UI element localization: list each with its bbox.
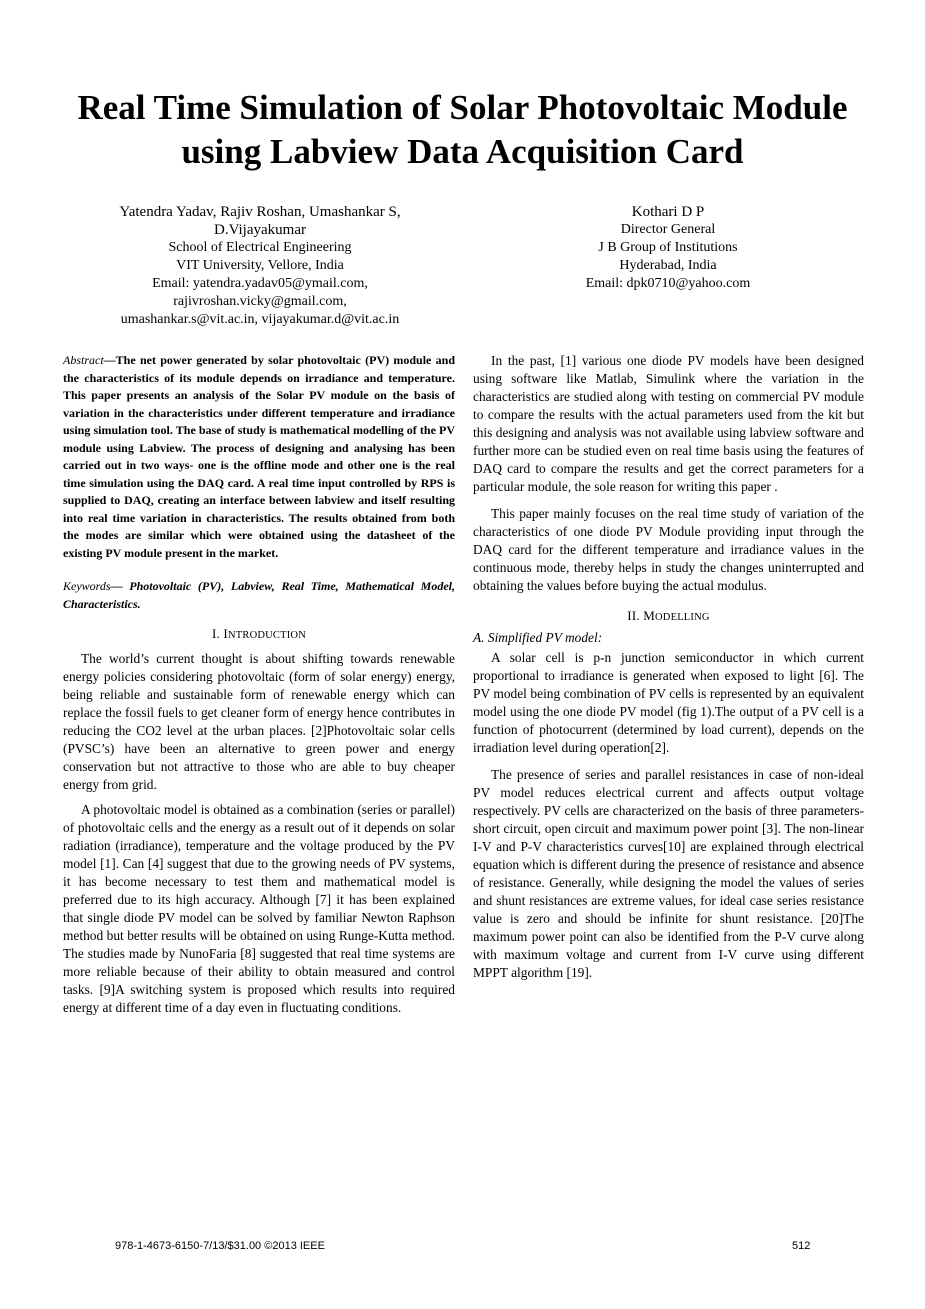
section-numeral: I. I bbox=[212, 626, 228, 641]
author-location: Hyderabad, India bbox=[619, 258, 717, 273]
author-organization: VIT University, Vellore, India bbox=[176, 258, 344, 273]
subsection-heading: A. Simplified PV model: bbox=[473, 630, 603, 645]
author-role: Director General bbox=[620, 222, 716, 237]
paper-title bbox=[30, 86, 895, 174]
author-organization: J B Group of Institutions bbox=[598, 240, 738, 255]
left-column bbox=[63, 352, 455, 1017]
section-title: NTRODUCTION bbox=[227, 630, 306, 641]
modelling-paragraph-2: The presence of series and parallel resistances in case of non-ideal PV model reduces electrical current and affects output voltage respectively. PV cells are characterized on the basis of three parameters-short circuit, open circuit and maximum power point [3]. The non-linear I-V and P-V characteristics curves[10] are explained through electrical equation which is different during the presence of resistance and absence of resistance. Generally, while designing the model the values of series and shunt resistances are extreme values, for ideal case series resistance value is zero and should be infinite for shunt resistance. [20]The maximum power point can also be identified from the P-V curve along with maximum voltage and current from I-V curve using different MPPT algorithm [19]. bbox=[473, 767, 864, 980]
page-number: 512 bbox=[792, 1240, 811, 1252]
right-column bbox=[473, 352, 864, 982]
author-email-1: Email: yatendra.yadav05@ymail.com, bbox=[152, 276, 368, 291]
author-name: Kothari D P bbox=[631, 204, 705, 220]
section-heading-modelling bbox=[473, 607, 864, 627]
author-names-line-1: Yatendra Yadav, Rajiv Roshan, Umashankar S, bbox=[119, 204, 401, 220]
footer-isbn: 978-1-4673-6150-7/13/$31.00 ©2013 IEEE bbox=[115, 1240, 325, 1252]
keywords bbox=[63, 578, 455, 613]
title-line-1: Real Time Simulation of Solar Photovoltaic Module bbox=[77, 88, 848, 127]
title-line-2: using Labview Data Acquisition Card bbox=[181, 132, 744, 171]
section-numeral: II. M bbox=[627, 608, 656, 623]
body-paragraph-focus: This paper mainly focuses on the real time study of variation of the characteristics of one diode PV Module providing input through the DAQ card for the different temperature and irradiance values in the continuous mode, thereby helps in study the changes uninterrupted and obtaining the values before buying the actual modulus. bbox=[473, 506, 864, 593]
keywords-text: — Photovoltaic (PV), Labview, Real Time, Mathematical Model, Characteristics. bbox=[63, 579, 455, 611]
author-email: Email: dpk0710@yahoo.com bbox=[585, 276, 751, 291]
author-department: School of Electrical Engineering bbox=[168, 240, 352, 255]
author-block-left bbox=[60, 203, 460, 329]
intro-paragraph-1: The world’s current thought is about shifting towards renewable energy policies considering photovoltaic (form of solar energy) energy, being reliable and sustainable form of renewable energy which can replace the fossil fuels to get cleaner form of energy hence contributes in reducing the CO2 level at the urban places. [2]Photovoltaic solar cells (PVSC’s) have been an alternative to green power and energy conservation but not attractive to those who are able to buy cheaper energy from grid. bbox=[63, 651, 455, 792]
intro-paragraph-2: A photovoltaic model is obtained as a combination (series or parallel) of photovoltaic cells and the energy as a result out of it depends on solar radiation (irradiance), temperature and the voltage produced by the PV model [1]. Can [4] suggest that due to the growing needs of PV systems, it has become necessary to test them and mathematical model is preferred due to its high accuracy. Although [7] it has been explained that single diode PV model can be solved by familiar Newton Raphson method but better results will be obtained on using Runge-Kutta method. The studies made by NunoFaria [8] suggested that real time systems are more reliable because of their ability to obtain measured and control tasks. [9]A switching system is proposed which results into required energy at different time of a day even in fluctuating conditions. bbox=[63, 802, 455, 1015]
abstract-text: —The net power generated by solar photovoltaic (PV) module and the characteristics of its module depends on irradiance and temperature. This paper presents an analysis of the Solar PV module on the basis of variation in the characteristics under different temperature and irradiance using simulation tool. The base of study is mathematical modelling of the PV module using Labview. The process of designing and analysing has been carried out in two ways- one is the offline mode and other one is the real time simulation using the DAQ card. A real time input controlled by RPS is supplied to DAQ, creating an interface between labview and itself resulting into real time variation in characteristics. The results obtained from both the modes are similar which were obtained using the datasheet of the existing PV module present in the market. bbox=[63, 353, 455, 560]
author-names-line-2: D.Vijayakumar bbox=[214, 222, 306, 238]
abstract bbox=[63, 352, 455, 562]
modelling-paragraph-1: A solar cell is p-n junction semiconductor in which current proportional to irradiance is generated when exposed to light [6]. The PV model being combination of PV cells is represented by an equivalent model using the one diode PV model (fig 1).The output of a PV cell is a function of photocurrent (determined by load current), depends on the irradiation level during operation[2]. bbox=[473, 650, 864, 755]
author-email-3: umashankar.s@vit.ac.in, vijayakumar.d@vit.ac.in bbox=[120, 312, 400, 327]
author-email-2: rajivroshan.vicky@gmail.com, bbox=[173, 294, 347, 309]
body-paragraph-past-work: In the past, [1] various one diode PV models have been designed using software like Matlab, Simulink where the variation in the characteristics are studied along with testing on commercial PV module to compare the results with the actual parameters used from the kit but this designing and analysis was not available using labview software and further more can be studied even on real time basis using the features of DAQ card to compare the results and get the correct parameters for a particular module, the sole reason for writing this paper . bbox=[473, 353, 864, 494]
abstract-label: Abstract bbox=[63, 353, 104, 367]
keywords-label: Keywords bbox=[63, 579, 111, 593]
section-title: ODELLING bbox=[655, 612, 710, 623]
author-block-right bbox=[518, 203, 818, 293]
section-heading-introduction bbox=[63, 625, 455, 645]
